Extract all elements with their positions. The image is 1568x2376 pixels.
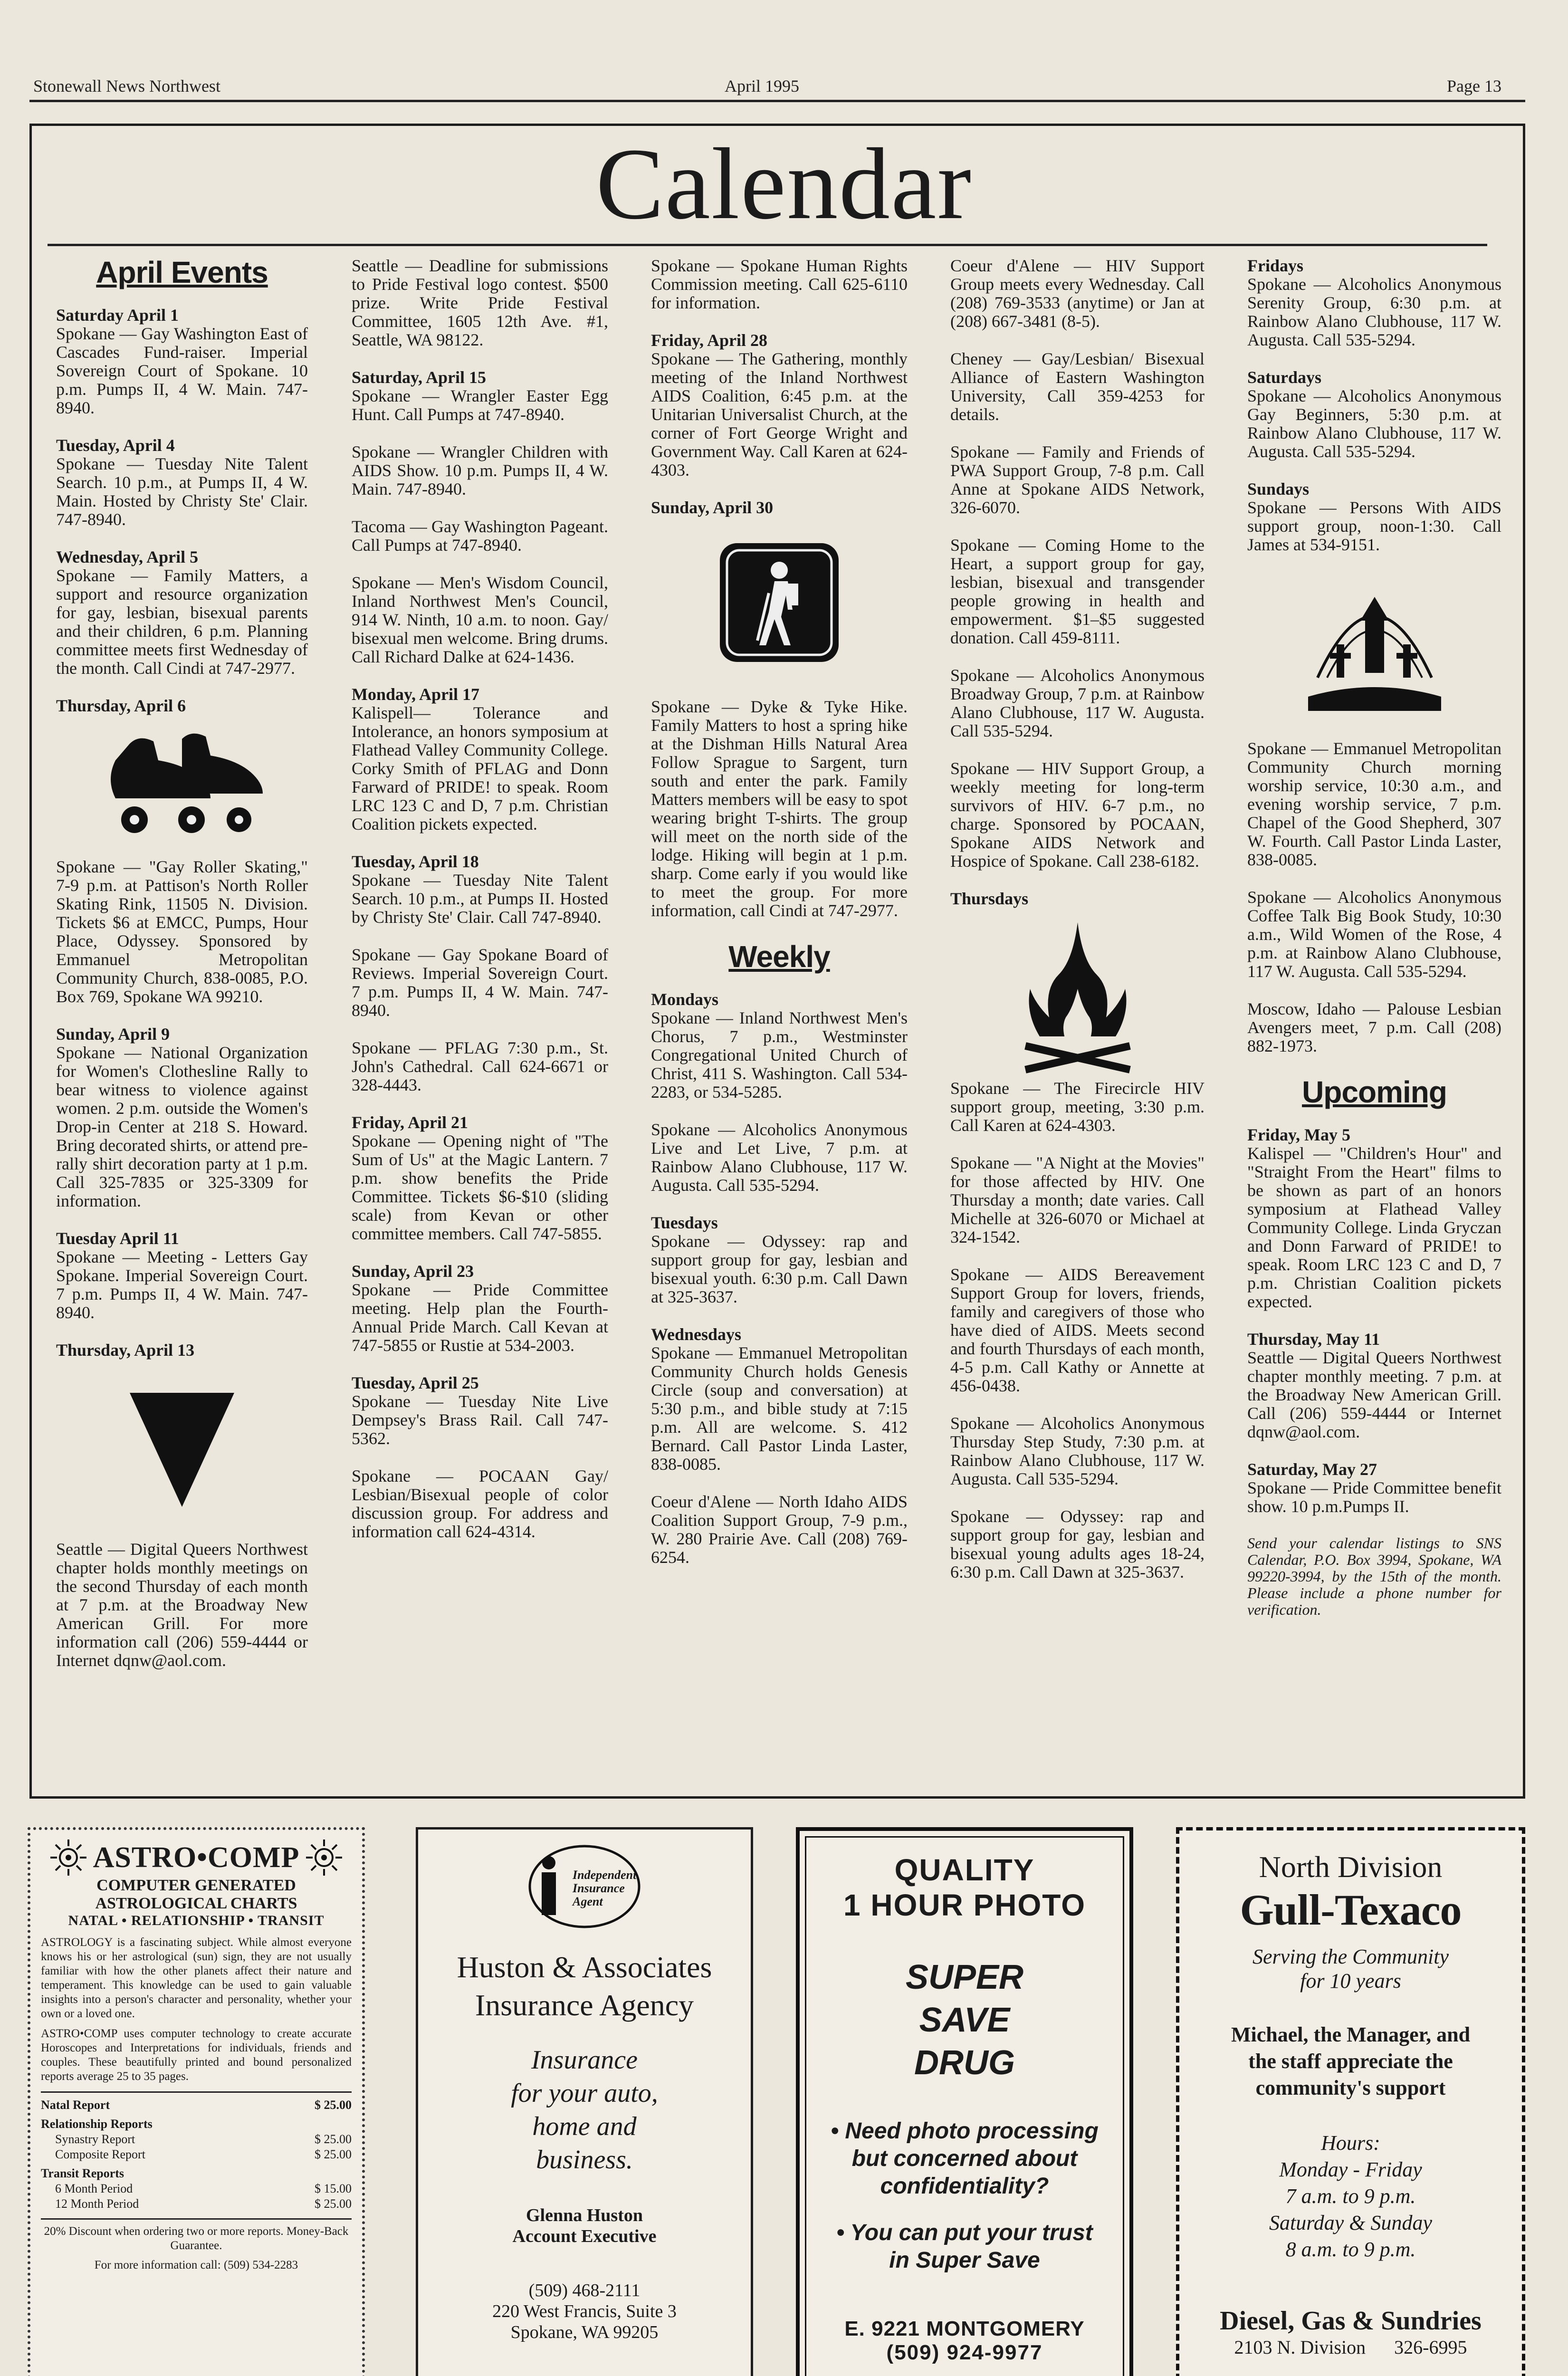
gull-texaco-ad (1176, 1827, 1525, 2376)
bullet-line: but concerned about (851, 2146, 1078, 2171)
weekly-mondays (651, 990, 908, 1102)
price-label: Natal Report (41, 2098, 110, 2112)
station-phone: 326-6995 (1394, 2337, 1467, 2358)
header-rule (29, 100, 1525, 102)
upcoming-may-11 (1247, 1330, 1501, 1441)
event-text: Spokane — Wrangler Easter Egg Hunt. Call Pumps at 747-8940. (352, 386, 608, 424)
event-apr-5 (56, 548, 308, 678)
event-apr-15 (352, 368, 608, 424)
bullet-line: confidentiality? (880, 2174, 1049, 2199)
weekly-heading: Weekly (728, 939, 830, 974)
calendar-item: Spokane — Emmanuel Metropolitan Community Church morning worship service, 10:30 a.m., and evening worship service, 7 p.m. Chapel of the Good Shepherd, 307 W. Fourth. Call Pastor Linda Laster, 838-0085. (1247, 739, 1501, 869)
hours-label: Hours: (1321, 2131, 1380, 2155)
column-april-events (56, 252, 308, 1689)
agency-city: Spokane, WA 99205 (510, 2322, 659, 2342)
weekly-thursdays (950, 890, 1205, 1135)
calendar-item: Coeur d'Alene — North Idaho AIDS Coalition Support Group, 7-9 p.m., W. 280 Prairie Ave. Call (208) 769-6254. (651, 1492, 908, 1567)
logo-text (573, 1868, 636, 1908)
column-3 (651, 257, 908, 1586)
hours-line: 8 a.m. to 9 p.m. (1285, 2238, 1416, 2261)
event-date: Tuesday April 11 (56, 1229, 179, 1248)
event-date: Friday, May 5 (1247, 1125, 1350, 1144)
event-date: Monday, April 17 (352, 685, 480, 704)
weekly-fridays (1247, 257, 1501, 349)
event-apr-21 (352, 1113, 608, 1243)
event-apr-13 (56, 1341, 308, 1670)
station-address: 2103 N. Division (1234, 2337, 1366, 2358)
roller-skate-icon (96, 725, 268, 848)
astrocomp-line: ASTROLOGICAL CHARTS (95, 1895, 297, 1912)
event-date: Saturday, May 27 (1247, 1460, 1377, 1479)
event-apr-11 (56, 1229, 308, 1322)
price-label: 12 Month Period (55, 2197, 139, 2211)
station-name: Gull-Texaco (1240, 1886, 1462, 1934)
agency-name: Huston & Associates (457, 1950, 712, 1984)
calendar-title: Calendar (595, 127, 972, 240)
calendar-item: Seattle — Deadline for submissions to Pride Festival logo contest. $500 prize. Write Pride Festival Committee, 1605 12th Ave. #1, Seattle, WA 98122. (352, 256, 608, 349)
tagline: Insurance (531, 2045, 638, 2075)
calendar-item: Spokane — Coming Home to the Heart, a support group for gay, lesbian, bisexual and transgender people growing in health and empowerment. $1–$5 suggested donation. Call 459-8111. (950, 536, 1205, 647)
column-4 (950, 257, 1205, 1600)
title-rule (48, 244, 1487, 246)
event-date: Tuesday, April 25 (352, 1373, 479, 1392)
price-value: $ 15.00 (315, 2182, 352, 2195)
column-2 (352, 257, 608, 1560)
event-text: Seattle — Digital Queers Northwest chapter holds monthly meetings on the second Thursday of each month at 7 p.m. at the Broadway New American Grill. For more information call (206) 559-4444 or Internet dqnw@aol.com. (56, 1540, 308, 1670)
event-date: Sunday, April 30 (651, 498, 774, 517)
event-date: Friday, April 28 (651, 331, 768, 350)
agency-name: Insurance Agency (475, 1988, 694, 2022)
calendar-item: Spokane — "A Night at the Movies" for those affected by HIV. One Thursday a month; date varies. Call Michelle at 326-6070 or Michael at 324-1542. (950, 1153, 1205, 1246)
issue-date: April 1995 (725, 77, 799, 96)
event-text: Spokane — Tuesday Nite Talent Search. 10 p.m., at Pumps II. Hosted by Christy Ste' Clair. Call 747-8940. (352, 871, 608, 927)
event-text: Spokane — Gay Washington East of Cascades Fund-raiser. Imperial Sovereign Court of Spokane. 10 p.m. Pumps II, 4 W. Main. 747-8940. (56, 324, 308, 417)
event-date: Wednesdays (651, 1325, 742, 1344)
event-date: Thursday, April 6 (56, 696, 186, 715)
event-text: Spokane — Odyssey: rap and support group for gay, lesbian and bisexual youth. 6:30 p.m. Call Dawn at 325-3637. (651, 1232, 908, 1306)
price-value: $ 25.00 (315, 2098, 352, 2112)
event-text: Spokane — Pride Committee meeting. Help plan the Fourth-Annual Pride March. Call Kevan at 747-5855 or Rustie at 534-2003. (352, 1280, 608, 1355)
calendar-item: Moscow, Idaho — Palouse Lesbian Avengers meet, 7 p.m. Call (208) 882-1973. (1247, 999, 1501, 1055)
event-text: Spokane — Meeting - Letters Gay Spokane. Imperial Sovereign Court. 7 p.m. Pumps II, 4 W. Main. 747-8940. (56, 1247, 308, 1322)
event-text: Spokane — Pride Committee benefit show. 10 p.m.Pumps II. (1247, 1478, 1501, 1516)
contact-name: Glenna Huston (526, 2205, 643, 2225)
store-name: DRUG (914, 2044, 1015, 2082)
store-name: SAVE (919, 2001, 1010, 2039)
agency-address: 220 West Francis, Suite 3 (492, 2301, 677, 2321)
event-apr-23 (352, 1262, 608, 1355)
price-label: Relationship Reports (41, 2117, 153, 2131)
station-message: community's support (1255, 2076, 1446, 2099)
tagline: business. (536, 2145, 633, 2175)
weekly-tuesdays (651, 1214, 908, 1306)
calendar-item: Spokane — Alcoholics Anonymous Broadway Group, 7 p.m. at Rainbow Alano Clubhouse, 117 W. Augusta. Call 535-5294. (950, 666, 1205, 740)
campfire-icon (1006, 922, 1149, 1074)
photo-headline: 1 HOUR PHOTO (843, 1888, 1086, 1922)
event-text: Spokane — Opening night of "The Sum of Us" at the Magic Lantern. 7 p.m. show benefits the Pride Committee. Tickets $6-$10 (sliding scale) from Kevan or other committee members. Call 747-5855. (352, 1131, 608, 1243)
upcoming-may-5 (1247, 1126, 1501, 1311)
calendar-item: Spokane — Dyke & Tyke Hike. Family Matters to host a spring hike at the Dishman Hills Natural Area Follow Sprague to Sargent, turn south and enter the park. Family Matters members will be easy to spot wearing bright T-shirts. The group will meet on the north side of the lodge. Hiking will begin at 1 p.m. sharp. Come early if you would like to meet the group. For more information, call Cindi at 747-2977. (651, 697, 908, 920)
astrocomp-discount: 20% Discount when ordering two or more reports. Money-Back Guarantee. (41, 2218, 352, 2253)
station-message: the staff appreciate the (1248, 2050, 1453, 2073)
sun-icon (305, 1839, 343, 1877)
event-apr-17 (352, 685, 608, 834)
event-date: Thursday, April 13 (56, 1341, 195, 1360)
price-value: $ 25.00 (315, 2147, 352, 2161)
event-text: Spokane — Alcoholics Anonymous Gay Beginners, 5:30 p.m. at Rainbow Alano Clubhouse, 117 W. Augusta. Call 535-5294. (1247, 386, 1501, 461)
calendar-item: Spokane — Alcoholics Anonymous Thursday Step Study, 7:30 p.m. at Rainbow Alano Clubhouse, 117 W. Augusta. Call 535-5294. (950, 1414, 1205, 1488)
church-icon (1308, 583, 1441, 720)
station-location: North Division (1259, 1850, 1443, 1884)
weekly-wednesdays (651, 1325, 908, 1474)
april-events-heading: April Events (96, 255, 268, 289)
event-date: Friday, April 21 (352, 1113, 468, 1132)
event-date: Mondays (651, 990, 719, 1009)
weekly-saturdays (1247, 368, 1501, 461)
event-date: Tuesday, April 18 (352, 852, 479, 871)
logo-line: Independent (573, 1868, 637, 1882)
calendar-item: Spokane — Spokane Human Rights Commission meeting. Call 625-6110 for information. (651, 256, 908, 312)
inverted-triangle-icon (130, 1393, 234, 1507)
event-text: Spokane — National Organization for Women's Clothesline Rally to bear witness to violence against women. 2 p.m. outside the Women's Drop-in Center at 218 S. Howard. Bring decorated shirts, or attend pre-rally shirt decoration party at 1 p.m. Call 325-7835 or 325-3309 for information. (56, 1043, 308, 1210)
event-text: Spokane — Alcoholics Anonymous Serenity Group, 6:30 p.m. at Rainbow Alano Clubhouse, 117 W. Augusta. Call 535-5294. (1247, 275, 1501, 349)
event-date: Sunday, April 23 (352, 1262, 474, 1281)
astrocomp-line: NATAL • RELATIONSHIP • TRANSIT (68, 1913, 325, 1928)
sun-icon (49, 1839, 87, 1877)
price-value: $ 25.00 (315, 2132, 352, 2146)
event-apr-9 (56, 1025, 308, 1210)
submission-note: Send your calendar listings to SNS Calendar, P.O. Box 3994, Spokane, WA 99220-3994, by the 15th of the month. Please include a phone number for verification. (1247, 1534, 1501, 1618)
price-label: Synastry Report (55, 2132, 135, 2146)
calendar-item: Spokane — PFLAG 7:30 p.m., St. John's Cathedral. Call 624-6671 or 328-4443. (352, 1038, 608, 1094)
huston-insurance-ad (416, 1827, 753, 2376)
station-message: Michael, the Manager, and (1231, 2023, 1471, 2046)
column-5 (1247, 257, 1501, 1637)
event-apr-6 (56, 697, 308, 1006)
store-phone: (509) 924-9977 (886, 2341, 1043, 2364)
calendar-item: Spokane — AIDS Bereavement Support Group for lovers, friends, family and caregivers of those who have died of AIDS. Meets second and fourth Thursdays of each month, 4-5 p.m. Call Kathy or Annette at 456-0438. (950, 1265, 1205, 1395)
event-date: Saturday April 1 (56, 306, 179, 325)
price-label: Transit Reports (41, 2166, 124, 2180)
event-text: Spokane — Tuesday Nite Live Dempsey's Brass Rail. Call 747-5362. (352, 1392, 608, 1448)
paper-name: Stonewall News Northwest (33, 77, 220, 96)
hiker-icon (717, 541, 841, 664)
event-apr-18 (352, 853, 608, 927)
page-number: Page 13 (1447, 77, 1501, 96)
price-value: $ 25.00 (315, 2197, 352, 2211)
event-date: Saturdays (1247, 368, 1322, 387)
event-apr-4 (56, 436, 308, 529)
calendar-item: Spokane — HIV Support Group, a weekly meeting for long-term survivors of HIV. 6-7 p.m., no charge. Sponsored by POCAAN, Spokane AIDS Network and Hospice of Spokane. Call 238-6182. (950, 759, 1205, 871)
event-date: Tuesdays (651, 1213, 718, 1232)
hours-line: Saturday & Sunday (1269, 2211, 1432, 2234)
event-date: Fridays (1247, 256, 1304, 275)
price-label: 6 Month Period (55, 2182, 133, 2195)
event-date: Sundays (1247, 479, 1310, 498)
event-text: Spokane — Family Matters, a support and resource organization for gay, lesbian, bisexual parents and their children, 6 p.m. Planning committee meets first Wednesday of the month. Call Cindi at 747-2977. (56, 566, 308, 678)
super-save-drug-ad (796, 1827, 1133, 2376)
astrocomp-line: COMPUTER GENERATED (96, 1877, 296, 1894)
event-text: Spokane — The Firecircle HIV support group, meeting, 3:30 p.m. Call Karen at 624-4303. (950, 1079, 1205, 1135)
station-services: Diesel, Gas & Sundries (1220, 2306, 1482, 2336)
upcoming-may-27 (1247, 1460, 1501, 1516)
event-apr-1 (56, 306, 308, 417)
calendar-item: Tacoma — Gay Washington Pageant. Call Pumps at 747-8940. (352, 517, 608, 555)
event-text: Spokane — Emmanuel Metropolitan Community Church holds Genesis Circle (soup and conversation) at 5:30 p.m., and bible study at 7:15 p.m. All are welcome. S. 412 Bernard. Call Pastor Linda Laster, 838-0085. (651, 1343, 908, 1474)
astrocomp-ad (28, 1827, 365, 2376)
event-text: Kalispell— Tolerance and Intolerance, an honors symposium at Flathead Valley Community College. Corky Smith of PFLAG and Donn Farward of PRIDE! to speak. Room LRC 123 C and D, 7 p.m. Christian Coalition pickets expected. (352, 703, 608, 834)
astrocomp-brand: ASTRO•COMP (93, 1841, 300, 1874)
calendar-item: Spokane — Gay Spokane Board of Reviews. Imperial Sovereign Court. 7 p.m. Pumps II, 4 W. Main. 747-8940. (352, 945, 608, 1020)
station-slogan: Serving the Community (1252, 1945, 1449, 1968)
event-text: Spokane — Tuesday Nite Talent Search. 10 p.m., at Pumps II, 4 W. Main. Hosted by Christy Ste' Clair. 747-8940. (56, 454, 308, 529)
weekly-sundays (1247, 480, 1501, 720)
event-date: Tuesday, April 4 (56, 436, 175, 455)
calendar-item: Coeur d'Alene — HIV Support Group meets every Wednesday. Call (208) 769-3533 (anytime) or Jan at (208) 667-3481 (8-5). (950, 256, 1205, 331)
hours-line: 7 a.m. to 9 p.m. (1285, 2184, 1416, 2208)
event-text: Spokane — Inland Northwest Men's Chorus, 7 p.m., Westminster Congregational United Church of Christ, 411 S. Washington. Call 534-2283, or 534-5285. (651, 1008, 908, 1102)
store-address: E. 9221 MONTGOMERY (844, 2317, 1085, 2340)
hours-line: Monday - Friday (1279, 2158, 1422, 2181)
event-date: Thursdays (950, 889, 1029, 908)
calendar-item: Spokane — Alcoholics Anonymous Coffee Talk Big Book Study, 10:30 a.m., Wild Women of the Rose, 4 p.m. at Rainbow Alano Clubhouse, 117 W. Augusta. Call 535-5294. (1247, 888, 1501, 981)
calendar-item: Spokane — Wrangler Children with AIDS Show. 10 p.m. Pumps II, 4 W. Main. 747-8940. (352, 442, 608, 498)
tagline: home and (532, 2112, 637, 2141)
calendar-item: Spokane — Odyssey: rap and support group for gay, lesbian and bisexual young adults ages 18-24, 6:30 p.m. Call Dawn at 325-3637. (950, 1507, 1205, 1581)
event-apr-30 (651, 498, 908, 664)
event-apr-25 (352, 1374, 608, 1448)
logo-line: Insurance (573, 1881, 625, 1895)
astrocomp-body: ASTRO•COMP uses computer technology to create accurate Horoscopes and Interpretations for individuals, friends and couples. These beautifully printed and bound personalized reports average 25 to 35 pages. (41, 2027, 352, 2083)
event-text: Spokane — "Gay Roller Skating," 7-9 p.m. at Pattison's North Roller Skating Rink, 11505 N. Division. Tickets $6 at EMCC, Pumps, Hour Place, Odyssey. Sponsored by Emmanuel Metropolitan Community Church, 838-0085, P.O. Box 769, Spokane WA 99210. (56, 857, 308, 1006)
calendar-item: Spokane — Alcoholics Anonymous Live and Let Live, 7 p.m. at Rainbow Alano Clubhouse, 117 W. Augusta. Call 535-5294. (651, 1120, 908, 1195)
calendar-item: Cheney — Gay/Lesbian/ Bisexual Alliance of Eastern Washington University, Call 359-4253 for details. (950, 349, 1205, 424)
store-name: SUPER (905, 1958, 1024, 1996)
price-label: Composite Report (55, 2147, 145, 2161)
upcoming-heading: Upcoming (1302, 1075, 1447, 1109)
bullet-line: • You can put your trust (836, 2220, 1093, 2245)
event-text: Spokane — The Gathering, monthly meeting of the Inland Northwest AIDS Coalition, 6:45 p.m. at the Unitarian Universalist Church, at the corner of Fort George Wright and Government Way. Call Karen at 624-4303. (651, 349, 908, 479)
tagline: for your auto, (511, 2079, 658, 2108)
bullet-line: in Super Save (889, 2248, 1040, 2273)
event-date: Wednesday, April 5 (56, 547, 199, 566)
astrocomp-body: ASTROLOGY is a fascinating subject. While almost everyone knows his or her astrological (sun) sign, they are not usually familiar with how the other planets affect their nature and temperament. This knowledge can be used to gain valuable insights into a person's character and personality, whether your own or a loved one. (41, 1936, 352, 2020)
event-text: Kalispel — "Children's Hour" and "Straight From the Heart" films to be shown as part of an honors symposium at Flathead Valley Community College. Linda Gryczan and Donn Farward of PRIDE! to speak. Room LRC 123 C and D, 7 p.m. Christian Coalition pickets expected. (1247, 1144, 1501, 1311)
astrocomp-call: For more information call: (509) 534-2283 (94, 2259, 298, 2271)
agency-phone: (509) 468-2111 (528, 2280, 641, 2300)
bullet-line: • Need photo processing (831, 2118, 1099, 2144)
station-slogan: for 10 years (1300, 1969, 1401, 1993)
calendar-item: Spokane — POCAAN Gay/ Lesbian/Bisexual people of color discussion group. For address and information call 624-4314. (352, 1466, 608, 1541)
event-text: Seattle — Digital Queers Northwest chapter monthly meeting. 7 p.m. at the Broadway New American Grill. Call (206) 559-4444 or Internet dqnw@aol.com. (1247, 1348, 1501, 1441)
event-date: Thursday, May 11 (1247, 1330, 1380, 1349)
event-date: Saturday, April 15 (352, 368, 487, 387)
calendar-item: Spokane — Family and Friends of PWA Support Group, 7-8 p.m. Call Anne at Spokane AIDS Network, 326-6070. (950, 442, 1205, 517)
contact-role: Account Executive (512, 2226, 657, 2246)
calendar-item: Spokane — Men's Wisdom Council, Inland Northwest Men's Council, 914 W. Ninth, 10 a.m. to noon. Gay/ bisexual men welcome. Bring drums. Call Richard Dalke at 624-1436. (352, 573, 608, 666)
photo-headline: QUALITY (894, 1853, 1035, 1887)
event-text: Spokane — Persons With AIDS support group, noon-1:30. Call James at 534-9151. (1247, 498, 1501, 554)
logo-line: Agent (573, 1895, 603, 1908)
event-date: Sunday, April 9 (56, 1025, 170, 1044)
event-apr-28 (651, 331, 908, 479)
